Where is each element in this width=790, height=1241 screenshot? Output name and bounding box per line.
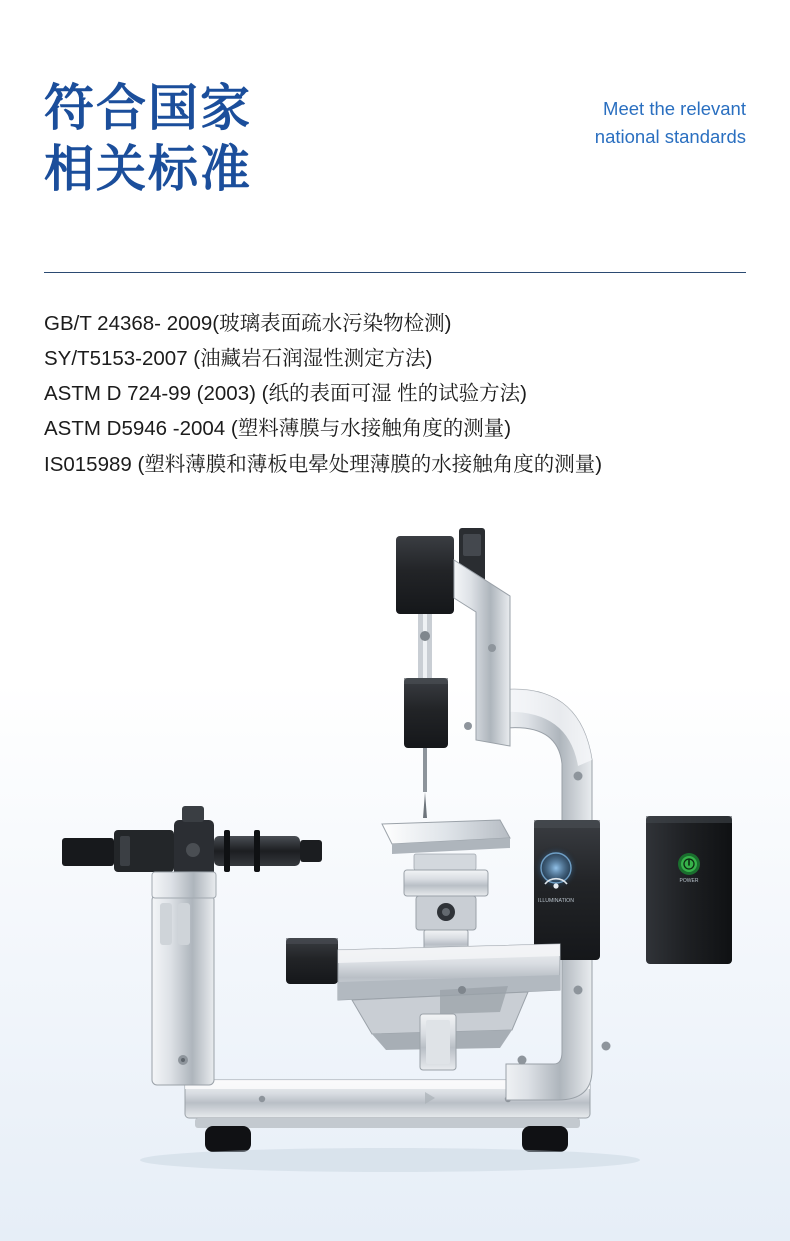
list-item: SY/T5153-2007 (油藏岩石润湿性测定方法) xyxy=(44,347,433,371)
camera-optics xyxy=(62,806,322,898)
subtitle xyxy=(486,95,746,151)
translation-rail xyxy=(286,938,560,1070)
divider xyxy=(44,272,746,273)
device-illustration xyxy=(0,520,790,1180)
illumination-module xyxy=(533,820,600,960)
subtitle-line-1: Meet the relevant xyxy=(603,98,746,119)
list-item: ASTM D5946 -2004 (塑料薄膜与水接触角度的测量) xyxy=(44,417,512,441)
subtitle-line-2: national standards xyxy=(594,125,746,147)
standards-list xyxy=(44,306,754,482)
list-item: GB/T 24368- 2009(玻璃表面疏水污染物检测) xyxy=(44,312,452,335)
list-item: IS015989 (塑料薄膜和薄板电晕处理薄膜的水接触角度的测量) xyxy=(44,452,603,476)
power-module xyxy=(646,816,732,964)
headline-line-2: 相关标准 xyxy=(44,141,252,197)
headline-line-1: 符合国家 xyxy=(44,80,252,136)
list-item: ASTM D 724-99 (2003) (纸的表面可湿 性的试验方法) xyxy=(44,382,527,406)
device-left-column xyxy=(152,895,214,1085)
power-label: POWER xyxy=(679,878,699,884)
illumination-label: ILLUMINATION xyxy=(538,898,574,904)
dosing-head xyxy=(396,528,510,818)
